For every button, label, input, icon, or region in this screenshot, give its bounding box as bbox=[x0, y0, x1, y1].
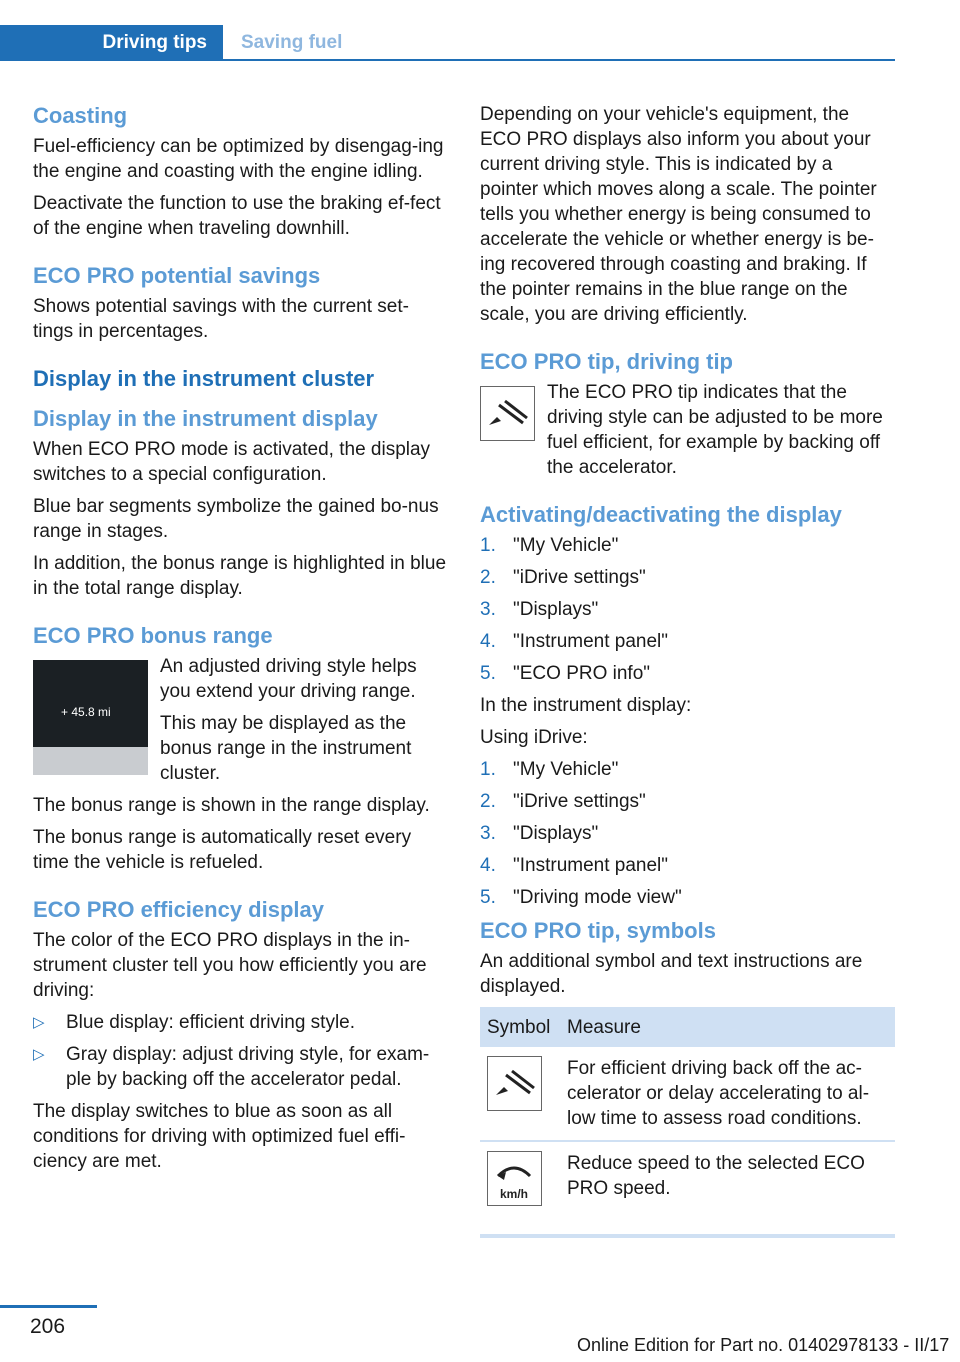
list-item: 2. "iDrive settings" bbox=[480, 567, 646, 588]
list-item: 1. "My Vehicle" bbox=[480, 535, 619, 556]
list-item: 4. "Instrument panel" bbox=[480, 855, 669, 876]
table-header-measure: Measure bbox=[560, 1007, 895, 1047]
left-column bbox=[33, 102, 448, 1181]
coasting-paragraph-1: Fuel-efficiency can be optimized by disengag-ing the engine and coasting with the engine idling. bbox=[33, 136, 444, 182]
triangle-bullet-icon: ▷ bbox=[33, 1014, 45, 1031]
table-cell-measure: For efficient driving back off the ac-celerator or delay accelerating to al-low time to assess road conditions. bbox=[560, 1047, 895, 1141]
steps-list-2 bbox=[480, 757, 895, 910]
coasting-heading: Coasting bbox=[33, 103, 128, 128]
efficiency-paragraph-1: The color of the ECO PRO displays in the in-strument cluster tell you how efficiently you are driving: bbox=[33, 930, 427, 1001]
steps-list-1 bbox=[480, 533, 895, 686]
list-item: ▷ Gray display: adjust driving style, for exam-ple by backing off the accelerator pedal. bbox=[33, 1044, 430, 1090]
savings-heading: ECO PRO potential savings bbox=[33, 263, 321, 288]
table-cell-measure: Reduce speed to the selected ECO PRO speed. bbox=[560, 1141, 895, 1236]
edition-text: Online Edition for Part no. 01402978133 - II/17 bbox=[577, 1335, 950, 1355]
instrument-display-label: In the instrument display: bbox=[480, 695, 692, 716]
list-item: 5. "Driving mode view" bbox=[480, 887, 682, 908]
symbols-heading: ECO PRO tip, symbols bbox=[480, 918, 716, 943]
list-item: 4. "Instrument panel" bbox=[480, 631, 669, 652]
symbols-table bbox=[480, 1007, 895, 1238]
foot-off-pedal-icon bbox=[487, 1056, 542, 1111]
bonus-paragraph-4: The bonus range is automatically reset every time the vehicle is refueled. bbox=[33, 827, 412, 873]
foot-off-pedal-icon bbox=[480, 386, 535, 441]
header-tabs bbox=[0, 25, 895, 61]
page-number: 206 bbox=[30, 1315, 66, 1338]
triangle-bullet-icon: ▷ bbox=[33, 1046, 45, 1063]
bonus-paragraph-3: The bonus range is shown in the range display. bbox=[33, 795, 430, 816]
table-header-row bbox=[480, 1007, 895, 1047]
header-rule bbox=[223, 59, 895, 61]
bonus-paragraph-2: This may be displayed as the bonus range in the instrument cluster. bbox=[160, 713, 412, 784]
table-row bbox=[480, 1047, 895, 1141]
list-item: 1. "My Vehicle" bbox=[480, 759, 619, 780]
tab-driving-tips[interactable]: Driving tips bbox=[0, 25, 223, 61]
activate-heading: Activating/deactivating the display bbox=[480, 502, 842, 527]
table-header-symbol: Symbol bbox=[480, 1007, 560, 1047]
tip-figure-row bbox=[480, 380, 895, 480]
coasting-paragraph-2: Deactivate the function to use the braking ef-fect of the engine when traveling downhill. bbox=[33, 193, 441, 239]
list-item: ▷ Blue display: efficient driving style. bbox=[33, 1012, 356, 1033]
symbols-paragraph: An additional symbol and text instructions are displayed. bbox=[480, 951, 863, 997]
intro-paragraph: Depending on your vehicle's equipment, the ECO PRO displays also inform you about your current driving style. This is indicated by a pointer which moves along a scale. The pointer tells you whether energy is being consumed to accelerate the vehicle or whether energy is be-ing recovered through coasting and braking. If the pointer remains in the blue range on the scale, you are driving efficiently. bbox=[480, 104, 877, 325]
display-paragraph-3: In addition, the bonus range is highlighted in blue in the total range display. bbox=[33, 553, 447, 599]
bonus-range-image bbox=[33, 660, 148, 775]
efficiency-heading: ECO PRO efficiency display bbox=[33, 897, 324, 922]
list-item: 3. "Displays" bbox=[480, 823, 599, 844]
list-item: 3. "Displays" bbox=[480, 599, 599, 620]
display-heading: Display in the instrument display bbox=[33, 406, 378, 431]
idrive-label: Using iDrive: bbox=[480, 727, 588, 748]
list-item: 2. "iDrive settings" bbox=[480, 791, 646, 812]
bonus-range-image-text: + 45.8 mi bbox=[61, 705, 111, 719]
list-item: 5. "ECO PRO info" bbox=[480, 663, 651, 684]
tab-saving-fuel[interactable]: Saving fuel bbox=[241, 32, 343, 53]
bonus-figure-row bbox=[33, 654, 448, 786]
speed-km-h-icon bbox=[487, 1151, 542, 1206]
tip-paragraph: The ECO PRO tip indicates that the driving style can be adjusted to be more fuel efficient, for example by backing off the accelerator. bbox=[547, 382, 883, 478]
bonus-heading: ECO PRO bonus range bbox=[33, 623, 273, 648]
right-column bbox=[480, 102, 895, 1238]
footer-rule bbox=[0, 1305, 97, 1308]
tip-heading: ECO PRO tip, driving tip bbox=[480, 349, 733, 374]
display-paragraph-2: Blue bar segments symbolize the gained bo-nus range in stages. bbox=[33, 496, 439, 542]
efficiency-list bbox=[33, 1010, 448, 1092]
table-row bbox=[480, 1141, 895, 1236]
savings-paragraph: Shows potential savings with the current set-tings in percentages. bbox=[33, 296, 409, 342]
display-paragraph-1: When ECO PRO mode is activated, the display switches to a special configuration. bbox=[33, 439, 431, 485]
bonus-paragraph-1: An adjusted driving style helps you extend your driving range. bbox=[160, 656, 417, 702]
efficiency-paragraph-2: The display switches to blue as soon as all conditions for driving with optimized fuel effi-ciency are met. bbox=[33, 1101, 406, 1172]
svg-text:km/h: km/h bbox=[499, 1187, 529, 1201]
cluster-heading: Display in the instrument cluster bbox=[33, 366, 375, 391]
